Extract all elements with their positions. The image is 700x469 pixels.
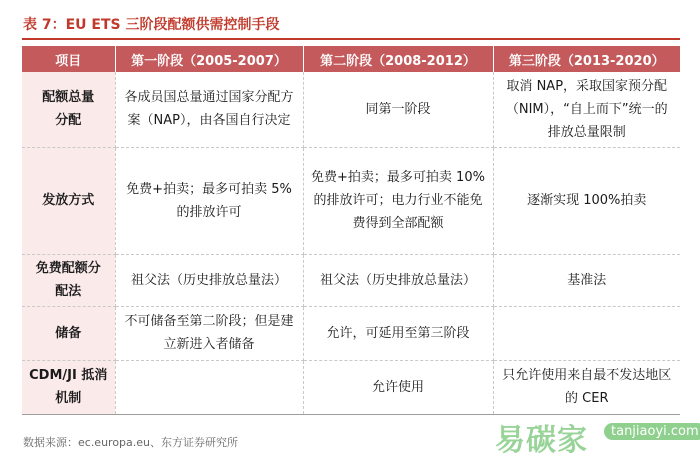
cell-phase-1: 祖父法（历史排放总量法） (115, 254, 303, 306)
table-row (22, 254, 680, 306)
watermark-url: tanjiaoyi.com (604, 423, 700, 440)
cell-phase-2: 祖父法（历史排放总量法） (303, 254, 493, 306)
header-phase-3: 第三阶段（2013-2020） (493, 46, 680, 72)
row-label: 发放方式 (22, 147, 115, 254)
data-source-note: 数据来源：ec.europa.eu、东方证券研究所 (23, 436, 239, 449)
cell-phase-2: 同第一阶段 (303, 72, 493, 147)
cell-phase-1: 各成员国总量通过国家分配方案（NAP），由各国自行决定 (115, 72, 303, 147)
table-row (22, 306, 680, 360)
header-phase-1: 第一阶段（2005-2007） (115, 46, 303, 72)
cell-phase-3: 逐渐实现 100%拍卖 (493, 147, 680, 254)
title-divider (22, 38, 680, 40)
cell-phase-3: 只允许使用来自最不发达地区的 CER (493, 360, 680, 414)
header-phase-2: 第二阶段（2008-2012） (303, 46, 493, 72)
cell-phase-2: 允许使用 (303, 360, 493, 414)
cell-phase-1 (115, 360, 303, 414)
row-label: 免费配额分配法 (22, 254, 115, 306)
table-header-row (22, 46, 680, 72)
table-title: 表 7：EU ETS 三阶段配额供需控制手段 (23, 17, 280, 33)
table-row (22, 147, 680, 254)
header-item: 项目 (22, 46, 115, 72)
row-label: 配额总量分配 (22, 72, 115, 147)
cell-phase-1: 不可储备至第二阶段；但是建立新进入者储备 (115, 306, 303, 360)
cell-phase-2: 允许，可延用至第三阶段 (303, 306, 493, 360)
data-table (22, 46, 680, 415)
cell-phase-3: 基准法 (493, 254, 680, 306)
cell-phase-3: 取消 NAP，采取国家预分配（NIM），“自上而下”统一的排放总量限制 (493, 72, 680, 147)
row-label: 储备 (22, 306, 115, 360)
cell-phase-2: 免费+拍卖；最多可拍卖 10%的排放许可；电力行业不能免费得到全部配额 (303, 147, 493, 254)
row-label: CDM/JI 抵消机制 (22, 360, 115, 414)
table-row (22, 72, 680, 147)
cell-phase-3 (493, 306, 680, 360)
table-row (22, 360, 680, 414)
cell-phase-1: 免费+拍卖；最多可拍卖 5%的排放许可 (115, 147, 303, 254)
watermark-logo: 易碳家 (495, 423, 588, 458)
